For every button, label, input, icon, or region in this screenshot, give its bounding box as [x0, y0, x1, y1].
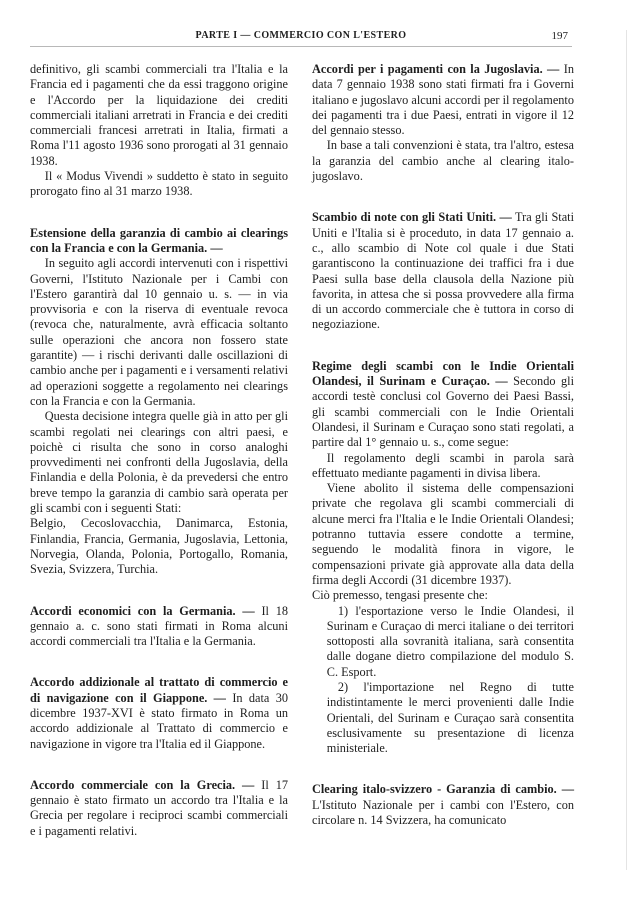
left-column [30, 62, 288, 839]
section-title: Accordi economici con la Germania. — [30, 603, 255, 618]
section-text: L'Istituto Nazionale per i cambi con l'Estero, con circolare n. 14 Svizzera, ha comunicato [312, 797, 574, 828]
paragraph-modus-vivendi: Il « Modus Vivendi » suddetto è stato in seguito prorogato fino al 31 marzo 1938. [30, 169, 288, 199]
section-text: Tra gli Stati Uniti e l'Italia si è proceduto, in data 17 gennaio a. c., allo scambio di Note col quale i due Stati garantiscono la continuazione dei traffici fra i due Paesi sulla base della clausola della Nazione più favorita, in attesa che si possa provvedere alla firma di un accordo commerciale che è tuttora in corso di negoziazione. [312, 210, 574, 332]
section-text: Il 18 gennaio a. c. sono stati firmati in Roma alcuni accordi commerciali tra l'Italia e la Germania. [30, 603, 288, 649]
section-title: Clearing italo-svizzero - Garanzia di cambio. — [312, 782, 574, 797]
section-pagamenti-jugoslavia [312, 62, 574, 138]
running-header-title: PARTE I — COMMERCIO CON L'ESTERO [195, 30, 407, 41]
section-title: Accordo commerciale con la Grecia. — [30, 777, 255, 792]
paragraph: Il regolamento degli scambi in parola sarà effettuato mediante pagamenti in divisa libera. [312, 450, 574, 480]
section-note-stati-uniti [312, 210, 574, 332]
section-clearing-svizzero [312, 782, 574, 828]
running-header [30, 30, 572, 47]
page-number: 197 [551, 30, 568, 42]
states-list: Belgio, Cecoslovacchia, Danimarca, Estonia, Finlandia, Francia, Germania, Jugoslavia, Lettonia, Norvegia, Olanda, Polonia, Portogallo, Romania, Svezia, Svizzera, Turchia. [30, 516, 288, 577]
numbered-list [312, 604, 574, 757]
paragraph: In base a tali convenzioni è stata, tra l'altro, estesa la garanzia del cambio anche al clearing italo-jugoslavo. [312, 138, 574, 184]
list-item: 1) l'esportazione verso le Indie Olandesi, il Surinam e Curaçao di merci italiane o dei territori sottoposti alla sovranità italiana, sarà consentita dalle dogane dietro compilazione del modulo S. C. Esport. [326, 603, 574, 679]
section-indie-orientali [312, 359, 574, 451]
section-accordi-germania [30, 604, 288, 650]
section-title: Accordo addizionale al trattato di commercio e di navigazione con il Giappone. — [30, 675, 288, 705]
paragraph: Viene abolito il sistema delle compensazioni private che regolava gli scambi commerciali di alcune merci fra l'Italia e le Indie Orientali Olandesi; potranno tuttavia essere condotte a termine, seguendo le modalità finora in vigore, le compensazioni private già approvate alla data della firma degli Accordi (31 dicembre 1937). [312, 481, 574, 587]
paragraph: In seguito agli accordi intervenuti con i rispettivi Governi, l'Istituto Nazionale per i Cambi con l'Estero garantirà dal 10 gennaio u. s. — in via provvisoria e con la riserva di eventuale revoca (revoca che, naturalmente, avrà efficacia soltanto sulle operazioni che ancora non fossero state garantite) — i rischi derivanti dalle oscillazioni di cambio anche per i pagamenti e i versamenti relativi ad operazioni soggette a regolamento nei clearings con la Francia e con la Germania. [30, 256, 288, 408]
paragraph: Questa decisione integra quelle già in atto per gli scambi regolati nei clearings con altri paesi, e poichè ci risulta che sono in corso analoghi provvedimenti nei confronti della Jugoslavia, della Finlandia e della Polonia, è da prevedersi che entro breve tempo la garanzia di cambio sarà operata per gli scambi con i seguenti Stati: [30, 409, 288, 516]
section-text: In data 30 dicembre 1937-XVI è stato firmato in Roma un accordo addizionale al Trattato di commercio e navigazione in vigore tra l'Italia ed il Giappone. [30, 690, 289, 751]
section-text: In data 7 gennaio 1938 sono stati firmati fra i Governi italiano e jugoslavo alcuni accordi per il regolamento dei pagamenti tra i due Paesi, entrati in vigore il 12 del gennaio stesso. [312, 62, 574, 138]
section-garanzia-cambio [30, 226, 288, 257]
scan-edge-line [626, 30, 627, 870]
section-title: Regime degli scambi con le Indie Orientali Olandesi, il Surinam e Curaçao. — [312, 358, 574, 389]
paragraph-continued: definitivo, gli scambi commerciali tra l'Italia e la Francia ed i pagamenti che da essi traggono origine e l'Accordo per la liquidazione dei crediti commerciali italiani arretrati in Francia e dei crediti commerciali francesi arretrati in Italia, firmati a Roma l'11 agosto 1936 sono prorogati al 31 gennaio 1938. [30, 62, 288, 168]
section-title: Accordi per i pagamenti con la Jugoslavia. — [312, 62, 560, 76]
section-text: Il 17 gennaio è stato firmato un accordo tra l'Italia e la Grecia per regolare i reciproci scambi commerciali e i pagamenti relativi. [30, 777, 288, 838]
section-title: Scambio di note con gli Stati Uniti. — [312, 210, 512, 225]
section-accordo-giappone [30, 675, 288, 751]
section-accordo-grecia [30, 778, 288, 839]
section-text: Secondo gli accordi testè conclusi col Governo dei Paesi Bassi, gli scambi commerciali con le Indie Orientali Olandesi, il Surinam e Curaçao sono stati regolati, a partire dal 1° gennaio u. s., come segue: [312, 374, 574, 450]
list-item: 2) l'importazione nel Regno di tutte indistintamente le merci provenienti dalle Indie Orientali, del Surinam e Curaçao sarà consentita esclusivamente su presentazione di licenza ministeriale. [326, 679, 574, 756]
section-title: Estensione della garanzia di cambio ai clearings con la Francia e con la Germania. — [30, 225, 288, 255]
paragraph: Ciò premesso, tengasi presente che: [312, 588, 488, 603]
right-column [312, 62, 574, 828]
